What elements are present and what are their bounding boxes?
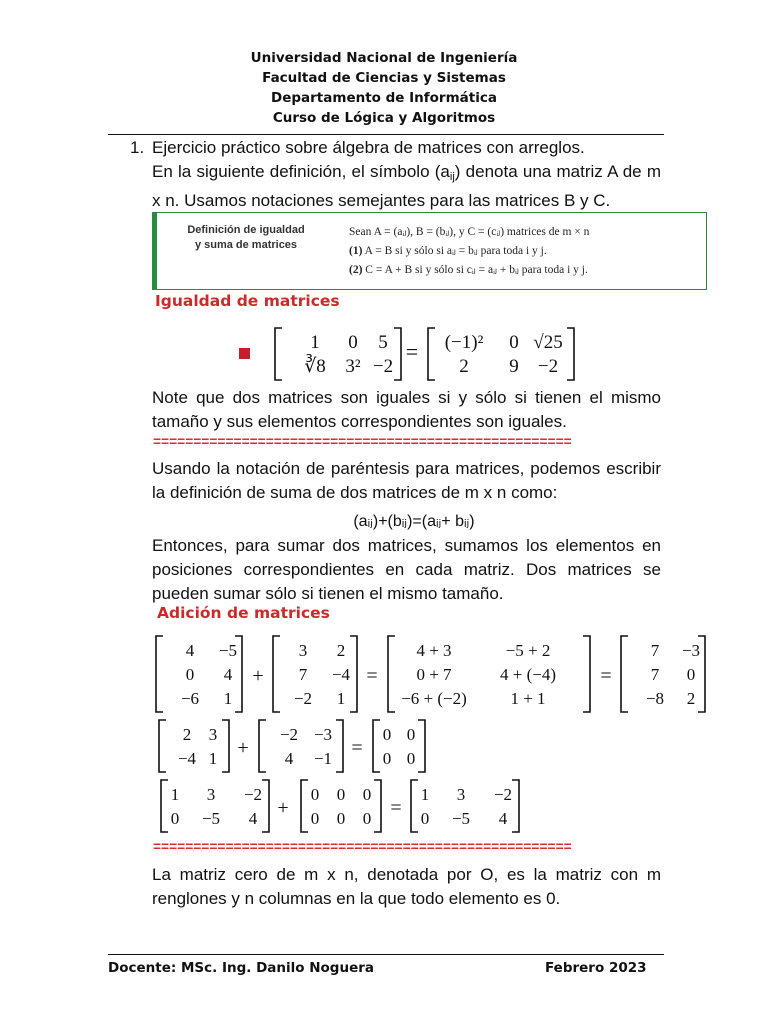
- definition-line-3: (2) C = A + B si y sólo si cᵢⱼ = aᵢⱼ + bᵢⱼ para toda i y j.: [349, 264, 588, 276]
- equality-right-matrix-right-bracket: [567, 328, 574, 380]
- add1-matrix-a-cell: 4: [185, 641, 195, 660]
- add3-matrix-a-left-bracket: [161, 780, 168, 832]
- add1-sum-matrix-cell: −6 + (−2): [401, 689, 467, 708]
- add2-matrix-b-right-bracket: [336, 720, 343, 772]
- definition-line-2: (1) A = B si y sólo si aᵢⱼ = bᵢⱼ para toda i y j.: [349, 245, 547, 257]
- add3-matrix-a-cell: 0: [170, 809, 180, 828]
- add3-matrix-a-cell: −5: [201, 809, 221, 828]
- add3-matrix-b-cell: 0: [310, 785, 320, 804]
- equality-right-matrix-cell: −2: [537, 356, 559, 377]
- add1-result-matrix-cell: 7: [650, 641, 660, 660]
- equality-left-matrix-cell: 1: [310, 332, 320, 353]
- equals-sign: =: [366, 665, 378, 687]
- add3-matrix-b-cell: 0: [310, 809, 320, 828]
- add1-sum-matrix-cell: −5 + 2: [505, 641, 551, 660]
- add3-result-matrix-cell: 3: [456, 785, 466, 804]
- add3-matrix-b-cell: 0: [362, 785, 372, 804]
- equals-sign: =: [351, 737, 363, 759]
- add3-matrix-a-cell: 1: [170, 785, 180, 804]
- exercise-number: 1.: [130, 138, 145, 157]
- equality-right-matrix-cell: 9: [509, 356, 519, 377]
- add2-result-matrix-right-bracket: [418, 720, 425, 772]
- intro-paragraph: En la siguiente definición, el símbolo $(a_{ij})$ denota una matriz A de m x n. Usamos notaciones semejantes para las matrices B y C.: [152, 162, 661, 210]
- add2-matrix-b-left-bracket: [259, 720, 266, 772]
- add1-result-matrix-cell: 2: [686, 689, 696, 708]
- separator-line: ====================================================: [153, 436, 572, 451]
- equality-right-matrix-left-bracket: [428, 328, 435, 380]
- add2-result-matrix-cell: 0: [382, 749, 392, 768]
- equality-right-matrix-cell: √25: [533, 332, 563, 353]
- add1-sum-matrix-cell: 4 + 3: [416, 641, 452, 660]
- add1-matrix-a-left-bracket: [156, 636, 163, 712]
- add3-result-matrix-left-bracket: [411, 780, 418, 832]
- equality-heading: Igualdad de matrices: [155, 292, 340, 310]
- add3-result-matrix-cell: 4: [498, 809, 508, 828]
- equality-left-matrix-left-bracket: [275, 328, 282, 380]
- add3-result-matrix-cell: 0: [420, 809, 430, 828]
- add1-sum-matrix-right-bracket: [583, 636, 590, 712]
- add3-matrix-b-left-bracket: [301, 780, 308, 832]
- plus-sign: +: [237, 737, 249, 759]
- equality-left-matrix-cell: ∛8: [304, 356, 326, 377]
- add1-matrix-b-left-bracket: [273, 636, 280, 712]
- sum-formula: (aᵢⱼ)+(bᵢⱼ)=(aᵢⱼ+ bᵢⱼ): [353, 513, 475, 530]
- definition-line-1: Sean A = (aᵢⱼ), B = (bᵢⱼ), y C = (cᵢⱼ) matrices de m × n: [349, 226, 590, 238]
- add1-sum-matrix-cell: 4 + (−4): [500, 665, 556, 684]
- department-name: Departamento de Informática: [271, 90, 497, 106]
- add1-matrix-a-cell: −6: [180, 689, 200, 708]
- add3-matrix-b-cell: 0: [336, 809, 346, 828]
- add3-matrix-b-right-bracket: [374, 780, 381, 832]
- add3-result-matrix-right-bracket: [512, 780, 519, 832]
- sum-definition-text: Usando la notación de paréntesis para matrices, podemos escribir la definición de suma de dos matrices de m x n como:: [152, 459, 661, 502]
- add1-matrix-b-cell: −4: [331, 665, 351, 684]
- add1-result-matrix-cell: 0: [686, 665, 696, 684]
- add1-matrix-a-cell: 4: [223, 665, 233, 684]
- equals-sign: =: [600, 665, 612, 687]
- equality-right-matrix-cell: 2: [459, 356, 469, 377]
- add3-result-matrix-cell: 1: [420, 785, 430, 804]
- document-date: Febrero 2023: [545, 960, 647, 976]
- separator-line-2: ====================================================: [153, 841, 572, 856]
- add1-sum-matrix-cell: 0 + 7: [416, 665, 452, 684]
- add1-matrix-a-cell: 1: [223, 689, 233, 708]
- add1-matrix-a-cell: −5: [218, 641, 238, 660]
- addition-heading: Adición de matrices: [157, 604, 330, 622]
- add2-result-matrix-cell: 0: [406, 749, 416, 768]
- add2-matrix-b-cell: −3: [313, 725, 333, 744]
- equality-right-matrix-cell: (−1)²: [444, 332, 484, 353]
- teacher-name: Docente: MSc. Ing. Danilo Noguera: [108, 960, 374, 976]
- add2-result-matrix-cell: 0: [382, 725, 392, 744]
- equals-sign: =: [390, 797, 402, 819]
- add3-matrix-a-cell: −2: [243, 785, 263, 804]
- add2-matrix-b-cell: 4: [284, 749, 294, 768]
- add1-sum-matrix-left-bracket: [388, 636, 395, 712]
- add2-matrix-a-left-bracket: [159, 720, 166, 772]
- add1-matrix-b-cell: 2: [336, 641, 346, 660]
- add1-result-matrix-cell: 7: [650, 665, 660, 684]
- equality-left-matrix-cell: 3²: [345, 356, 361, 377]
- plus-sign: +: [277, 797, 289, 819]
- add3-matrix-a-right-bracket: [262, 780, 269, 832]
- add2-matrix-a-cell: 1: [208, 749, 218, 768]
- add2-matrix-b-cell: −2: [279, 725, 299, 744]
- add1-matrix-b-cell: 3: [298, 641, 308, 660]
- equality-note: Note que dos matrices son iguales si y sólo si tienen el mismo tamaño y sus elementos correspondientes son iguales.: [152, 388, 661, 431]
- add2-matrix-b-cell: −1: [313, 749, 333, 768]
- add2-matrix-a-cell: 3: [208, 725, 218, 744]
- add2-matrix-a-cell: 2: [182, 725, 192, 744]
- university-name: Universidad Nacional de Ingeniería: [250, 50, 518, 66]
- equality-left-matrix-cell: 5: [378, 332, 388, 353]
- add3-matrix-b-cell: 0: [336, 785, 346, 804]
- equals-sign: =: [405, 339, 419, 364]
- sum-explanation: Entonces, para sumar dos matrices, sumamos los elementos en posiciones correspondientes en cada matriz. Dos matrices se pueden sumar sólo si tienen el mismo tamaño.: [152, 536, 661, 603]
- definition-title: Definición de igualdad y suma de matrices: [187, 224, 305, 251]
- add2-result-matrix-cell: 0: [406, 725, 416, 744]
- add3-matrix-a-cell: 3: [206, 785, 216, 804]
- add3-matrix-a-cell: 4: [248, 809, 258, 828]
- equality-left-matrix-cell: −2: [372, 356, 394, 377]
- add1-result-matrix-left-bracket: [621, 636, 628, 712]
- add3-result-matrix-cell: −2: [493, 785, 513, 804]
- exercise-title: Ejercicio práctico sobre álgebra de matrices con arreglos.: [152, 138, 585, 157]
- add3-matrix-b-cell: 0: [362, 809, 372, 828]
- add1-result-matrix-cell: −3: [681, 641, 701, 660]
- add1-matrix-b-right-bracket: [350, 636, 357, 712]
- add2-matrix-a-cell: −4: [177, 749, 197, 768]
- course-name: Curso de Lógica y Algoritmos: [272, 110, 496, 126]
- add3-result-matrix-cell: −5: [451, 809, 471, 828]
- add1-sum-matrix-cell: 1 + 1: [510, 689, 546, 708]
- zero-matrix-text: La matriz cero de m x n, denotada por O, es la matriz con m renglones y n columnas en la que todo elemento es 0.: [152, 865, 661, 908]
- equality-left-matrix-cell: 0: [348, 332, 358, 353]
- add1-matrix-b-cell: 7: [298, 665, 308, 684]
- equality-left-matrix-right-bracket: [394, 328, 401, 380]
- add2-result-matrix-left-bracket: [373, 720, 380, 772]
- faculty-name: Facultad de Ciencias y Sistemas: [262, 70, 506, 86]
- equality-right-matrix-cell: 0: [509, 332, 519, 353]
- add1-matrix-a-cell: 0: [185, 665, 195, 684]
- plus-sign: +: [252, 665, 264, 687]
- add1-matrix-b-cell: −2: [293, 689, 313, 708]
- add2-matrix-a-right-bracket: [222, 720, 229, 772]
- add1-result-matrix-cell: −8: [645, 689, 665, 708]
- add1-matrix-b-cell: 1: [336, 689, 346, 708]
